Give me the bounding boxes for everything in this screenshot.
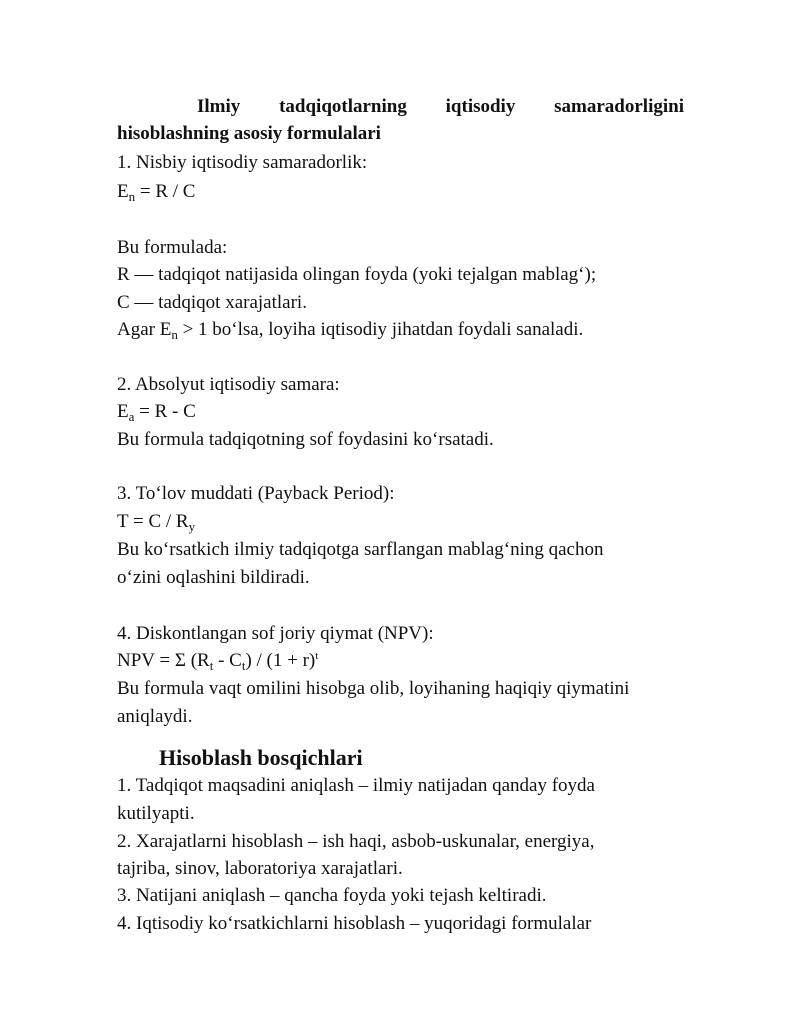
section1-heading: 1. Nisbiy iqtisodiy samaradorlik: — [117, 152, 368, 173]
section1-definition-c: C — tadqiqot xarajatlari. — [117, 292, 307, 313]
section1-intro: Bu formulada: — [117, 237, 228, 258]
title-word: Ilmiy — [197, 96, 241, 117]
steps-line: 2. Xarajatlarni hisoblash – ish haqi, asbob-uskunalar, energiya, — [117, 831, 595, 852]
section3-note-line1: Bu ko‘rsatkich ilmiy tadqiqotga sarflangan mablag‘ning qachon — [117, 539, 604, 560]
section3-formula: $T = C / R_y$ — [117, 511, 196, 534]
title-word: iqtisodiy — [445, 96, 516, 117]
section3-heading: 3. To‘lov muddati (Payback Period): — [117, 483, 395, 504]
section4-formula: NPV = Σ $(R_t - C_t) / (1 + r)^t$ — [117, 650, 319, 673]
steps-line: 1. Tadqiqot maqsadini aniqlash – ilmiy natijadan qanday foyda — [117, 775, 595, 796]
steps-line: 3. Natijani aniqlash – qancha foyda yoki tejash keltiradi. — [117, 885, 547, 906]
section3-note-line2: o‘zini oqlashini bildiradi. — [117, 567, 310, 588]
section1-formula: $E_n = R / C$ — [117, 181, 196, 204]
section4-note-line2: aniqlaydi. — [117, 706, 193, 727]
section2-formula: $E_a = R - C$ — [117, 401, 196, 424]
title-word: tadqiqotlarning — [279, 96, 407, 117]
steps-line: tajriba, sinov, laboratoriya xarajatlari. — [117, 858, 403, 879]
section2-note: Bu formula tadqiqotning sof foydasini ko‘rsatadi. — [117, 429, 494, 450]
section4-heading: 4. Diskontlangan sof joriy qiymat (NPV): — [117, 623, 434, 644]
title-word: samaradorligini — [554, 96, 684, 117]
steps-heading: Hisoblash bosqichlari — [159, 745, 363, 770]
section1-note: Agar $E_n > 1$ bo‘lsa, loyiha iqtisodiy jihatdan foydali sanaladi. — [117, 319, 584, 342]
steps-line: 4. Iqtisodiy ko‘rsatkichlarni hisoblash – yuqoridagi formulalar — [117, 913, 592, 934]
document-title-line2: hisoblashning asosiy formulalari — [117, 123, 381, 144]
steps-line: kutilyapti. — [117, 803, 195, 824]
section4-note-line1: Bu formula vaqt omilini hisobga olib, loyihaning haqiqiy qiymatini — [117, 678, 630, 699]
document-title-line1 — [117, 95, 684, 119]
section1-definition-r: R — tadqiqot natijasida olingan foyda (yoki tejalgan mablag‘); — [117, 264, 597, 285]
section2-heading: 2. Absolyut iqtisodiy samara: — [117, 374, 340, 395]
